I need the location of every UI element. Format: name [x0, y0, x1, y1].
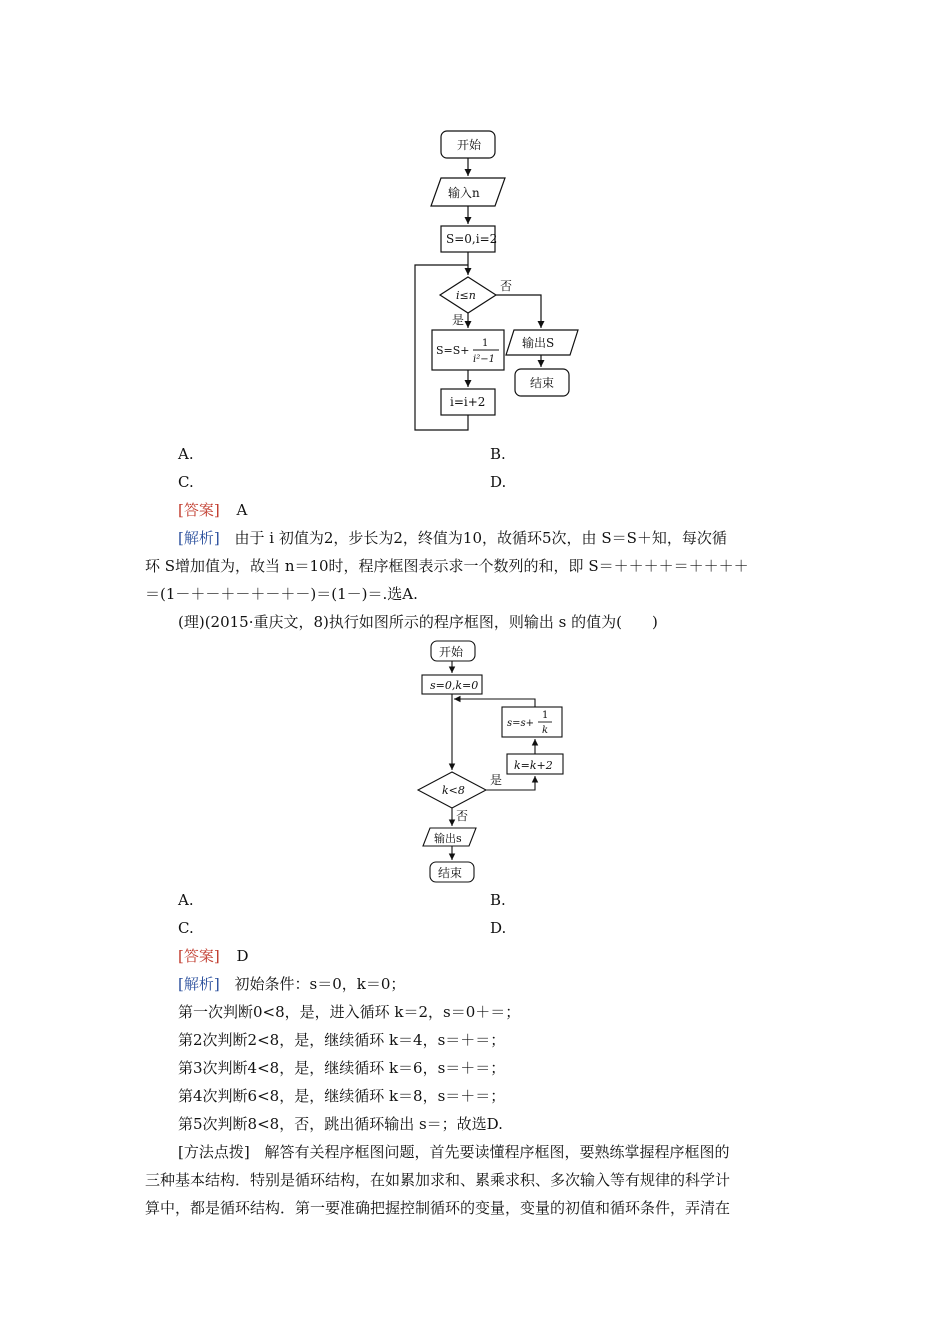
q2-option-b: B. [490, 891, 506, 909]
q2-step-4: 第4次判断6<8，是，继续循环 k＝8，s＝＋＝； [178, 1087, 506, 1105]
answer-tag: [答案] [178, 947, 220, 965]
flowchart-2 [410, 636, 570, 888]
start-label: 开始 [457, 138, 482, 152]
q2-option-d: D. [490, 919, 507, 937]
update-label: S=S+ [436, 344, 470, 357]
condition-label: i≤n [456, 289, 476, 302]
end-label: 结束 [530, 376, 555, 390]
yes-label: 是 [490, 773, 503, 787]
analysis-tag: [解析] [178, 975, 220, 993]
output-label: 输出S [522, 336, 555, 350]
update-label: s=s+ [507, 718, 535, 729]
increment-label: i=i+2 [450, 395, 486, 409]
init-label: S=0,i=2 [446, 232, 498, 246]
q1-analysis-line-2: 环 S增加值为，故当 n＝10时，程序框图表示求一个数列的和，即 S＝＋＋＋＋＝＋＋＋＋ [145, 557, 749, 575]
method-text: 解答有关程序框图问题，首先要读懂程序框图，要熟练掌握程序框图的 [264, 1143, 730, 1161]
input-label: 输入n [448, 186, 480, 200]
answer-value: A [236, 501, 248, 519]
analysis-text: 初始条件：s＝0，k＝0； [234, 975, 406, 993]
init-label: s=0,k=0 [430, 679, 479, 692]
output-label: 输出s [434, 832, 462, 845]
method-line-2: 三种基本结构．特别是循环结构，在如累加求和、累乘求积、多次输入等有规律的科学计 [145, 1171, 731, 1189]
method-line-3: 算中，都是循环结构．第一要准确把握控制循环的变量，变量的初值和循环条件，弄清在 [145, 1199, 731, 1217]
analysis-text: 由于 i 初值为2，步长为2，终值为10，故循环5次，由 S＝S＋知，每次循 [234, 529, 727, 547]
q2-step-5: 第5次判断8<8，否，跳出循环输出 s＝；故选D. [178, 1115, 503, 1133]
fraction-numerator: 1 [482, 338, 489, 349]
q2-option-c: C. [178, 919, 194, 937]
flowchart-1 [400, 120, 600, 440]
q1-option-b: B. [490, 445, 506, 463]
method-tag: [方法点拨] [178, 1143, 250, 1161]
fraction-denominator: k [542, 725, 549, 736]
no-label: 否 [500, 279, 513, 293]
fraction-denominator: i²−1 [473, 354, 495, 365]
q1-analysis-line-1 [178, 528, 727, 548]
answer-value: D [236, 947, 249, 965]
q1-option-c: C. [178, 473, 194, 491]
q2-step-2: 第2次判断2<8，是，继续循环 k＝4，s＝＋＝； [178, 1031, 506, 1049]
q2-stem: (理)(2015·重庆文，8)执行如图所示的程序框图，则输出 s 的值为( ) [178, 613, 658, 631]
q1-answer-line [178, 500, 247, 520]
q2-step-1: 第一次判断0<8，是，进入循环 k＝2，s＝0＋＝； [178, 1003, 521, 1021]
condition-label: k<8 [442, 784, 465, 797]
q2-step-3: 第3次判断4<8，是，继续循环 k＝6，s＝＋＝； [178, 1059, 506, 1077]
q2-analysis-line-1 [178, 974, 405, 994]
q1-analysis-line-3: ＝(1－＋－＋－＋－＋－)＝(1－)＝.选A. [145, 585, 418, 603]
start-label: 开始 [439, 645, 464, 659]
q1-option-d: D. [490, 473, 507, 491]
increment-label: k=k+2 [514, 759, 553, 772]
yes-label: 是 [452, 313, 465, 327]
q2-answer-line [178, 946, 249, 966]
no-label: 否 [456, 809, 469, 823]
fraction-numerator: 1 [542, 710, 549, 721]
answer-tag: [答案] [178, 501, 220, 519]
analysis-tag: [解析] [178, 529, 220, 547]
method-line-1 [178, 1142, 730, 1162]
end-label: 结束 [438, 866, 463, 880]
q1-option-a: A. [178, 445, 194, 463]
q2-option-a: A. [178, 891, 194, 909]
